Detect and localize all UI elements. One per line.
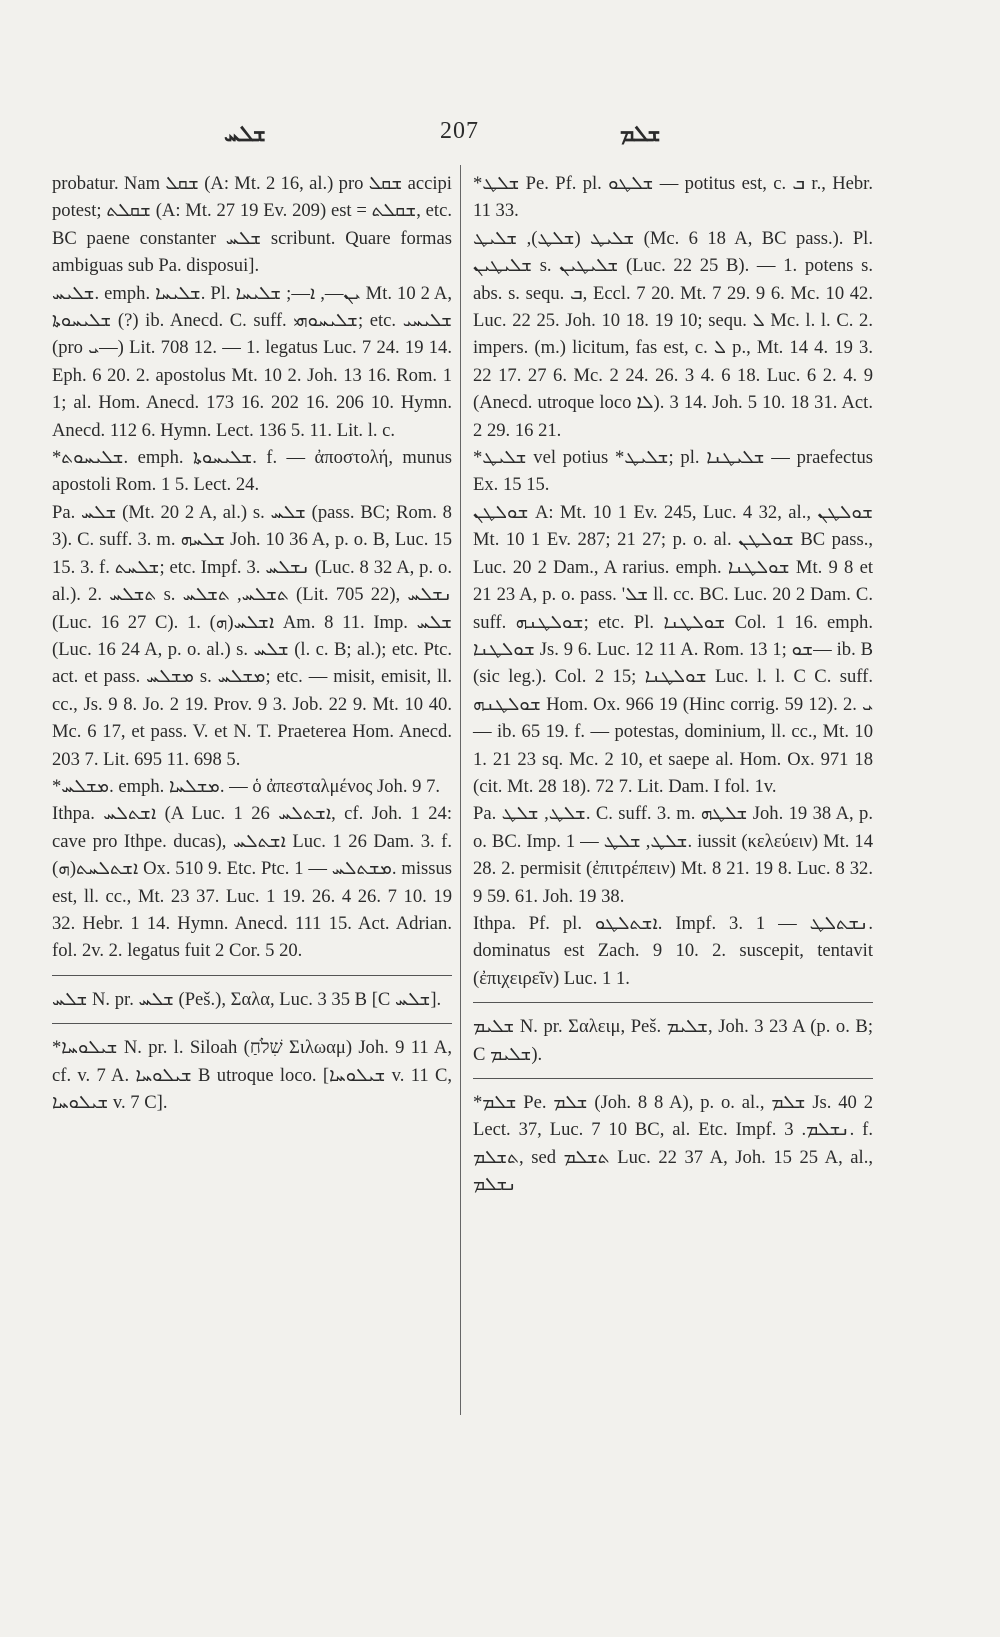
section-rule	[473, 1002, 873, 1003]
left-column	[52, 170, 452, 1116]
section-rule	[52, 975, 452, 976]
column-divider	[460, 165, 461, 1415]
entry-paragraph: *ܫܝܠܘܚܐ N. pr. l. Siloah (שִׁלֹחַ Σιλωαμ) Joh. 9 11 A, cf. v. 7 A. ܫܝܠܘܚܐ B utroque loco. [ܫܝܠܘܚܐ v. 11 C, ܫܝܠܘܚܐ v. 7 C].	[52, 1037, 452, 1113]
entry-paragraph: ܫܠܝܛ (ܫܠܛ), ܫܠܝܛ (Mc. 6 18 A, BC pass.). Pl. ܫܠܝܛܝܢ s. ܫܠܝܛܝܢ (Luc. 22 25 B). — 1. potens s. abs. s. sequ. ܒ, Eccl. 7 20. Mt. 7 29. 9 6. Mc. 10 42. Luc. 22 25. Joh. 10 18. 19 10; sequ. ܠ Mc. l. l. C. 2. impers. (m.) licitum, fas est, c. ܠ p., Mt. 14 4. 19 3. 22 17. 27 6. Mc. 2 24. 26. 3 4. 6 18. Luc. 6 2. 4. 9 (Anecd. utroque loco ܠܐ). 14 3. Joh. 5 10. 18 31. Act. 2 29. 16 21.	[473, 227, 873, 441]
entry-paragraph: *ܫܠܝܛ vel potius *ܫܠܝܛ; pl. ܫܠܝܛܢܐ — praefectus Ex. 15 15.	[473, 447, 874, 496]
entry-paragraph: Ithpa. Pf. pl. ܐܫܬܠܛܘ. Impf. 3. ܢܫܬܠܛ — 1. dominatus est Zach. 9 10. 2. suscepit, tentavit (ἐπιχειρεῖν) Luc. 1 1.	[473, 912, 873, 989]
page-number: 207	[440, 118, 479, 144]
entry-paragraph: Pa. ܫܠܛ, ܫܠܛ. C. suff. 3. m. ܫܠܛܗ Joh. 19 38 A, p. o. BC. Imp. ܫܠܛ, ܫܠܛ — 1. iussit (κελεύειν) Mt. 14 28. 2. permisit (ἐπιτρέπειν) Mt. 8 21. 19 8. Luc. 8 32. 9 59. 61. Joh. 19 38.	[473, 803, 874, 907]
page-header	[0, 118, 1000, 152]
entry-paragraph: ܫܘܠܛܢ A: Mt. 10 1 Ev. 245, Luc. 4 32, al., ܫܘܠܛܢ Mt. 10 1 Ev. 287; 21 27; p. o. al. ܫܘܠܛܢ BC pass., Luc. 20 2 Dam., A rarius. emph. ܫܘܠܛܢܐ Mt. 9 8 et 21 23 A, p. o. pass. 'ܫܠ ll. cc. BC. Luc. 20 2 Dam. C. suff. ܫܘܠܛܢܗ; etc. Pl. ܫܘܠܛܢܐ Col. 1 16. emph. ܫܘܠܛܢܐ Js. 9 6. Luc. 12 11 A. Rom. 13 1; ܫܘ— ib. B (sic leg.). Col. 2 15; ܫܘܠܛܢܐ Luc. l. l. C C. suff. ܫܘܠܛܢܗ Hom. Ox. 966 19 (Hinc corrig. 59 12). 2. ܝ— ib. 65 19. f. — potestas, dominium, ll. cc., Mt. 10 1. 21 23 sq. Mc. 2 10, et saepe al. Hom. Ox. 971 18 (cit. Mt. 28 18). 72 7. Lit. Dam. I fol. 1v.	[473, 501, 874, 797]
entry-paragraph: ܫܠܚ N. pr. ܫܠܚ (Peš.), Σαλα, Luc. 3 35 B [C ܫܠܚ].	[52, 988, 442, 1010]
entry-paragraph: *ܫܠܛ Pe. Pf. pl. ܫܠܛܘ — potitus est, c. ܒ r., Hebr. 11 33.	[473, 173, 873, 222]
entry-paragraph: *ܫܠܡ Pe. ܫܠܡ (Joh. 8 8 A), p. o. al., ܫܠܡ Js. 40 2 Lect. 37, Luc. 7 10 BC, al. Etc. Impf. ܢܫܠܡ. 3. f. ܬܫܠܡ, sed ܬܫܠܡ Luc. 22 37 A, Joh. 15 25 A, al., ܢܫܠܡ	[473, 1092, 873, 1196]
section-rule	[52, 1023, 452, 1024]
entry-paragraph: ܫܠܝܚ. emph. ܫܠܝܚܐ. Pl. ܝܢ—, ܐ—; ܫܠܝܚܐ Mt. 10 2 A, ܫܠܝܚܘܬܐ (?) ib. Anecd. C. suff. ܫܠܝܚܘܗܝ; etc. ܫܠܝܚܝ (pro ܝ—) Lit. 708 12. — 1. legatus Luc. 7 24. 19 14. Eph. 6 20. 2. apostolus Mt. 10 2. Joh. 13 16. Rom. 1 1; al. Hom. Anecd. 173 16. 202 16. 206 10. Hymn. Anecd. 112 6. Hymn. Lect. 136 5. 11. Lit. l. c.	[52, 282, 453, 441]
entry-paragraph: Pa. ܫܠܚ (Mt. 20 2 A, al.) s. ܫܠܚ (pass. BC; Rom. 8 3). C. suff. 3. m. ܫܠܚܗ Joh. 10 36 A, p. o. B, Luc. 15 15. 3. f. ܫܠܚܬ; etc. Impf. 3. ܢܫܠܚ (Luc. 8 32 A, p. o. al.). 2. ܬܫܠܚ s. ܬܫܠܚ, ܬܫܠܚ (Lit. 705 22), ܢܫܠܚ (Luc. 16 27 C). 1. ܐܫܠܚ(ܗ) Am. 8 11. Imp. ܫܠܚ (Luc. 16 24 A, p. o. al.) s. ܫܠܚ (l. c. B; al.); etc. Ptc. act. et pass. ܡܫܠܚ s. ܡܫܠܚ; etc. — misit, emisit, ll. cc., Js. 9 8. Jo. 2 19. Prov. 9 3. Job. 22 9. Mt. 10 40. Mc. 6 17, et pass. V. et N. T. Praeterea Hom. Anecd. 203 7. Lit. 695 11. 698 5.	[52, 501, 453, 770]
entry-paragraph: Ithpa. ܐܫܬܠܚ (A Luc. 1 26 ܐܫܬܠܚ, cf. Joh. 1 24: cave pro Ithpe. ducas), ܐܫܬܠܚ Luc. 1 26 Dam. 3. f. ܐܫܬܠܚܬ(ܗ) Ox. 510 9. Etc. Ptc. ܡܫܬܠܚ — 1. missus est, ll. cc., Mt. 23 37. Luc. 1 19. 26. 4 26. 7 10. 19 32. Hebr. 1 14. Hymn. Anecd. 111 15. Act. Adrian. fol. 2v. 2. legatus fuit 2 Cor. 5 20.	[52, 803, 452, 962]
left-running-headword: ܫܠܚ	[224, 122, 266, 147]
entry-paragraph: *ܫܠܝܚܘܬ. emph. ܫܠܝܚܘܬܐ. f. — ἀποστολή, munus apostoli Rom. 1 5. Lect. 24.	[52, 447, 452, 496]
entry-paragraph: *ܡܫܠܚ. emph. ܡܫܠܚܐ. — ὁ ἀπεσταλμένος Joh. 9 7.	[52, 775, 441, 797]
right-column	[473, 170, 873, 1199]
entry-paragraph: ܫܠܝܡ N. pr. Σαλειμ, Peš. ܫܠܝܡ, Joh. 3 23 A (p. o. B; C ܫܠܝܡ).	[473, 1016, 873, 1065]
section-rule	[473, 1078, 873, 1079]
entry-paragraph: probatur. Nam ܫܩܠ (A: Mt. 2 16, al.) pro ܫܩܠ accipi potest; ܫܩܠܬ (A: Mt. 27 19 Ev. 209) est = ܫܩܠܬ, etc. BC paene constanter ܫܠܚ scribunt. Quare formas ambiguas sub Pa. disposui].	[52, 173, 452, 277]
right-running-headword: ܫܠܡ	[620, 122, 661, 147]
